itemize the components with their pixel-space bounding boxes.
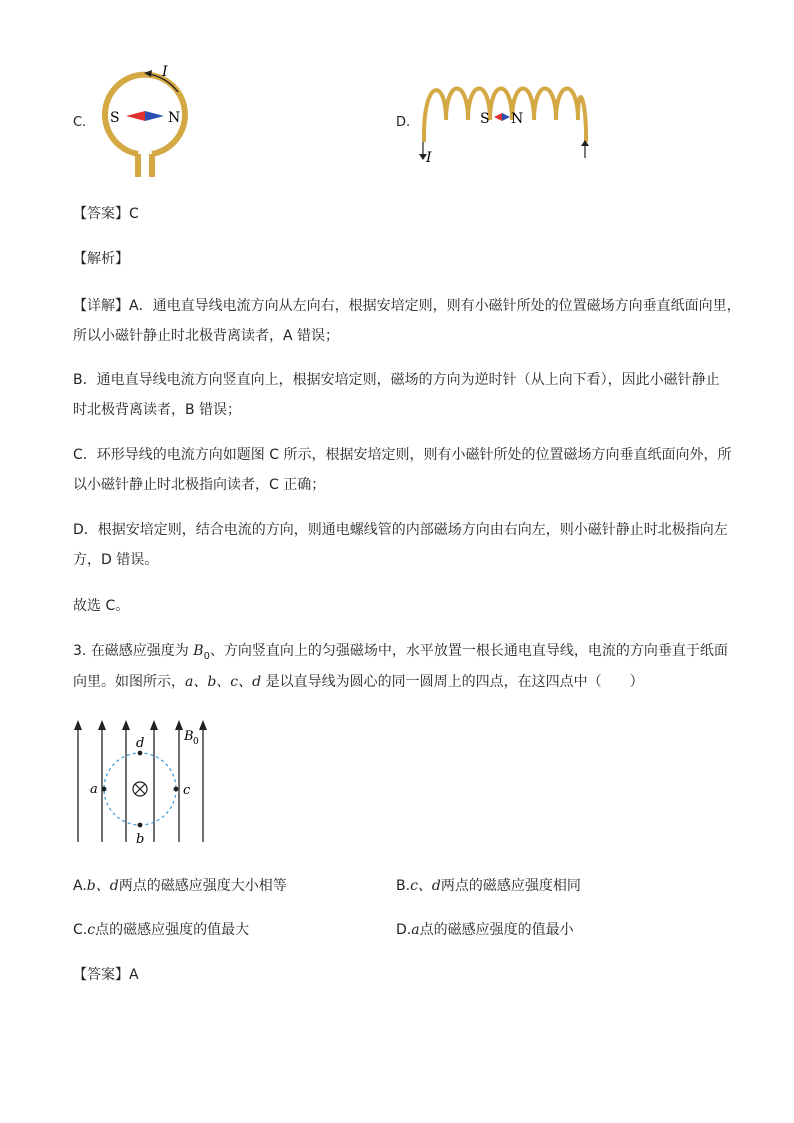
option-d[interactable]: D.a点的磁感应强度的值最小 bbox=[396, 922, 574, 938]
ring-conductor-figure bbox=[90, 62, 200, 182]
question3-line1: 3. 在磁感应强度为 $B_0$、方向竖直向上的匀强磁场中，水平放置一根长通电直导线，电流的方向垂直于纸面 bbox=[73, 643, 728, 662]
option-d-label: D. bbox=[396, 115, 411, 130]
point-b bbox=[138, 823, 143, 828]
detail-a-line1: 【详解】A．通电直导线电流方向从左向右，根据安培定则，则有小磁针所处的位置磁场方向垂直纸面向里， bbox=[73, 298, 741, 314]
south-label-c: S bbox=[110, 110, 120, 126]
north-label-d: N bbox=[511, 111, 524, 127]
detail-d-line1: D．根据安培定则，结合电流的方向，则通电螺线管的内部磁场方向由右向左，则小磁针静止时北极指向左 bbox=[73, 522, 728, 538]
detail-d-line2: 方，D 错误。 bbox=[73, 552, 159, 568]
north-label-c: N bbox=[168, 110, 181, 126]
solenoid-needle-north bbox=[502, 113, 510, 121]
question3-line2: 向里。如图所示，a、b、c、d 是以直导线为圆心的同一圆周上的四点，在这四点中（ ） bbox=[73, 674, 644, 690]
label-b: b bbox=[136, 832, 145, 847]
south-label-d: S bbox=[480, 111, 490, 127]
label-d: d bbox=[136, 736, 145, 751]
magnetic-field-figure bbox=[66, 718, 226, 848]
detail-b-line1: B．通电直导线电流方向竖直向上，根据安培定则，磁场的方向为逆时针（从上向下看），因此小磁针静止 bbox=[73, 372, 720, 388]
answer3-value: A bbox=[129, 967, 139, 983]
field-label-sub: 0 bbox=[193, 737, 199, 747]
option-c-label: C. bbox=[73, 115, 87, 130]
point-c bbox=[174, 787, 179, 792]
field-label: B bbox=[184, 729, 194, 744]
answer-tag: 【答案】 bbox=[73, 206, 129, 222]
label-c: c bbox=[183, 783, 191, 798]
option-b[interactable]: B.c、d两点的磁感应强度相同 bbox=[396, 878, 581, 894]
detail-a-line2: 所以小磁针静止时北极背离读者，A 错误； bbox=[73, 328, 340, 344]
conclusion: 故选 C。 bbox=[73, 598, 130, 614]
option-a[interactable]: A.b、d两点的磁感应强度大小相等 bbox=[73, 878, 287, 894]
detail-b-line2: 时北极背离读者，B 错误； bbox=[73, 402, 242, 418]
analysis-tag: 【解析】 bbox=[73, 251, 129, 267]
answer-value: C bbox=[129, 206, 139, 222]
solenoid-needle-south bbox=[494, 113, 502, 121]
detail-tag: 【详解】 bbox=[73, 298, 129, 314]
solenoid-coils bbox=[424, 89, 586, 136]
answer-line-3 bbox=[73, 965, 139, 985]
current-label-c: I bbox=[162, 64, 168, 80]
needle-north bbox=[145, 111, 164, 121]
point-a bbox=[102, 787, 107, 792]
current-label-d: I bbox=[426, 150, 432, 166]
solenoid-figure bbox=[410, 80, 600, 170]
detail-c-line2: 以小磁针静止时北极指向读者，C 正确； bbox=[73, 477, 326, 493]
answer3-tag: 【答案】 bbox=[73, 967, 129, 983]
answer-line-1 bbox=[73, 204, 139, 224]
question-number: 3. bbox=[73, 643, 87, 659]
option-c[interactable]: C.c点的磁感应强度的值最大 bbox=[73, 922, 250, 938]
needle-south bbox=[126, 111, 145, 121]
detail-c-line1: C．环形导线的电流方向如题图 C 所示，根据安培定则，则有小磁针所处的位置磁场方向垂直纸面向外，所 bbox=[73, 447, 732, 463]
label-a: a bbox=[90, 782, 98, 797]
point-d bbox=[138, 751, 143, 756]
